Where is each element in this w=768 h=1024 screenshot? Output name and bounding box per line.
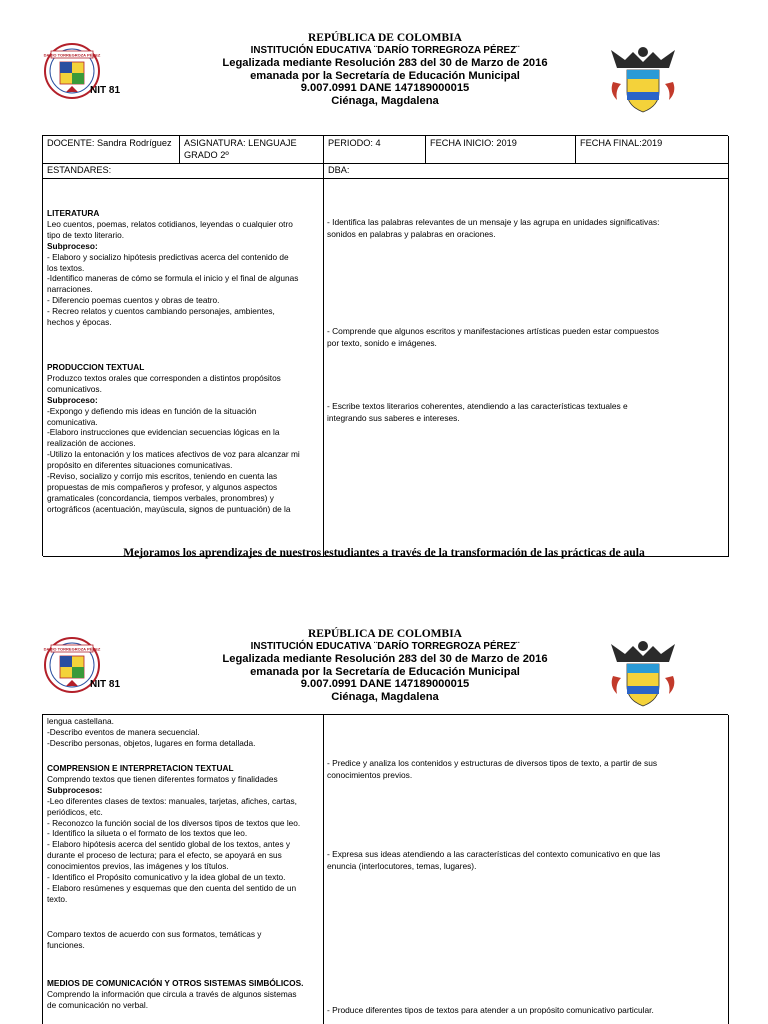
- standard-line: -Utilizo la entonación y los matices afectivos de voz para alcanzar mi: [47, 449, 300, 460]
- standard-line: - Recreo relatos y cuentos cambiando personajes, ambientes,: [47, 306, 275, 317]
- standard-line: -Expongo y defiendo mis ideas en función de la situación: [47, 405, 257, 416]
- country-title: REPÚBLICA DE COLOMBIA: [308, 628, 462, 640]
- school-motto: Mejoramos los aprendizajes de nuestros estudiantes a través de la transformación de las prácticas de aula: [123, 546, 645, 559]
- country-title: REPÚBLICA DE COLOMBIA: [308, 32, 462, 44]
- dba-item-5: [327, 848, 725, 872]
- legal-line-1: Legalizada mediante Resolución 283 del 30 de Marzo de 2016: [222, 57, 548, 70]
- continuation-section: [47, 716, 322, 749]
- city: Ciénaga, Magdalena: [331, 94, 439, 107]
- colombia-coat-of-arms-icon: [607, 36, 679, 116]
- nit-dane: 9.007.0991 DANE 147189000015: [300, 678, 470, 691]
- standard-line: - Elaboro hipótesis acerca del sentido global de los textos, antes y: [47, 839, 291, 850]
- standard-line: - Reconozco la función social de los diversos tipos de textos que leo.: [47, 817, 301, 828]
- dba-item-4: [327, 757, 725, 781]
- standard-line: Comprendo la información que circula a través de algunos sistemas: [47, 988, 297, 999]
- dba-line: - Produce diferentes tipos de textos para atender a un propósito comunicativo particular.: [327, 1005, 654, 1015]
- header-text: [180, 628, 590, 704]
- header-text: [180, 32, 590, 108]
- standard-line: propósito en diferentes situaciones comunicativas.: [47, 460, 233, 471]
- medios-section: [47, 978, 322, 1011]
- estandares-header: ESTANDARES:: [43, 164, 324, 179]
- subprocess-label: Subprocesos:: [47, 784, 103, 795]
- asignatura-cell: ASIGNATURA: LENGUAJE GRADO 2º: [180, 136, 324, 164]
- dba-line: enuncia (interlocutores, temas, lugares).: [327, 861, 477, 871]
- crest-banner-text: DARIO TORREGROZA PÉREZ: [43, 646, 101, 652]
- produccion-section: [47, 362, 322, 515]
- dba-line: - Predice y analiza los contenidos y estructuras de diversos tipos de texto, a partir de sus: [327, 758, 658, 768]
- nit-dane: 9.007.0991 DANE 147189000015: [300, 82, 470, 95]
- standard-line: durante el proceso de lectura; para el efecto, se apoyará en sus: [47, 850, 282, 861]
- institution-name: INSTITUCIÓN EDUCATIVA ¨DARÍO TORREGROZA PÉREZ¨: [250, 44, 520, 56]
- page-header: [0, 0, 768, 120]
- standard-line: ortográficos (acentuación, mayúscula, signos de puntuación) de la: [47, 503, 291, 514]
- dba-line: - Comprende que algunos escritos y manifestaciones artísticas pueden estar compuestos: [327, 326, 659, 336]
- standard-line: - Identifico la silueta o el formato de los textos que leo.: [47, 828, 248, 839]
- standard-line: -Elaboro instrucciones que evidencian secuencias lógicas en la: [47, 427, 280, 438]
- comparo-section: [47, 929, 322, 951]
- nit-label: NIT 81: [90, 85, 121, 96]
- standard-line: propuestas de mis compañeros y profesor, y algunos aspectos: [47, 481, 278, 492]
- literatura-section: [47, 208, 322, 328]
- standard-line: - Identifico el Propósito comunicativo y la idea global de un texto.: [47, 872, 286, 883]
- standard-line: -Reviso, socializo y corrijo mis escritos, teniendo en cuenta las: [47, 471, 278, 482]
- legal-line-2: emanada por la Secretaría de Educación Municipal: [250, 69, 520, 82]
- standard-line: comunicativa.: [47, 416, 98, 427]
- dba-item-3: [327, 400, 725, 424]
- standard-line: funciones.: [47, 939, 85, 950]
- standard-line: -Identifico maneras de cómo se formula el inicio y el final de algunas: [47, 273, 299, 284]
- standard-line: conocimientos previos, las imágenes y los títulos.: [47, 861, 229, 872]
- legal-line-1: Legalizada mediante Resolución 283 del 30 de Marzo de 2016: [222, 653, 548, 666]
- standard-line: -Leo diferentes clases de textos: manuales, tarjetas, afiches, cartas,: [47, 795, 297, 806]
- standard-line: texto.: [47, 893, 68, 904]
- standard-line: periódicos, etc.: [47, 806, 103, 817]
- standard-line: narraciones.: [47, 284, 93, 295]
- periodo-cell: PERIODO: 4: [324, 136, 426, 164]
- dba-line: - Expresa sus ideas atendiendo a las características del contexto comunicativo en que las: [327, 849, 661, 859]
- section-title: LITERATURA: [47, 208, 100, 218]
- institution-name: INSTITUCIÓN EDUCATIVA ¨DARÍO TORREGROZA PÉREZ¨: [250, 640, 520, 652]
- subprocess-label: Subproceso:: [47, 394, 98, 405]
- standard-line: gramaticales (concordancia, tiempos verbales, pronombres) y: [47, 492, 274, 503]
- crest-banner-text: DARIO TORREGROZA PÉREZ: [43, 52, 101, 58]
- standard-line: Comprendo textos que tienen diferentes formatos y finalidades: [47, 773, 278, 784]
- nit-label: NIT 81: [90, 679, 121, 690]
- standard-line: de comunicación no verbal.: [47, 999, 149, 1010]
- standard-line: lengua castellana.: [47, 716, 114, 726]
- dba-item-2: [327, 325, 725, 349]
- standard-line: los textos.: [47, 262, 85, 273]
- dba-line: - Identifica las palabras relevantes de un mensaje y las agrupa en unidades significativas:: [327, 217, 660, 227]
- standard-line: Comparo textos de acuerdo con sus formatos, temáticas y: [47, 929, 262, 939]
- dba-line: - Escribe textos literarios coherentes, atendiendo a las características textuales e: [327, 401, 628, 411]
- subprocess-label: Subproceso:: [47, 240, 98, 251]
- standard-line: - Elaboro resúmenes y esquemas que den cuenta del sentido de un: [47, 882, 297, 893]
- dba-line: integrando sus saberes e intereses.: [327, 413, 460, 423]
- dba-item-6: [327, 1004, 725, 1016]
- fecha-inicio-cell: FECHA INICIO: 2019: [426, 136, 576, 164]
- dba-line: sonidos en palabras y palabras en oraciones.: [327, 229, 496, 239]
- standard-line: -Describo personas, objetos, lugares en forma detallada.: [47, 737, 256, 748]
- section-title: PRODUCCION TEXTUAL: [47, 362, 145, 372]
- standard-line: realización de acciones.: [47, 438, 136, 449]
- dba-line: por texto, sonido e imágenes.: [327, 338, 437, 348]
- standard-line: - Elaboro y socializo hipótesis predictivas acerca del contenido de: [47, 251, 289, 262]
- dba-header: DBA:: [324, 164, 729, 179]
- standard-line: hechos y épocas.: [47, 317, 112, 328]
- document-page-2: [0, 600, 768, 1024]
- standard-line: -Describo eventos de manera secuencial.: [47, 726, 200, 737]
- colombia-coat-of-arms-icon: [607, 630, 679, 710]
- docente-cell: DOCENTE: Sandra Rodríguez: [43, 136, 180, 164]
- standard-line: comunicativos.: [47, 383, 102, 394]
- comprension-section: [47, 763, 322, 905]
- section-title: MEDIOS DE COMUNICACIÓN Y OTROS SISTEMAS SIMBÓLICOS.: [47, 978, 304, 988]
- standard-line: - Diferencio poemas cuentos y obras de teatro.: [47, 295, 220, 306]
- page-header: [0, 600, 768, 720]
- fecha-final-cell: FECHA FINAL:2019: [576, 136, 729, 164]
- legal-line-2: emanada por la Secretaría de Educación Municipal: [250, 665, 520, 678]
- standard-line: tipo de texto literario.: [47, 229, 125, 240]
- dba-line: conocimientos previos.: [327, 770, 413, 780]
- standard-line: Produzco textos orales que corresponden a distintos propósitos: [47, 372, 281, 383]
- dba-item-1: [327, 216, 725, 240]
- section-title: COMPRENSION E INTERPRETACION TEXTUAL: [47, 763, 234, 773]
- city: Ciénaga, Magdalena: [331, 690, 439, 703]
- standard-line: Leo cuentos, poemas, relatos cotidianos, leyendas o cualquier otro: [47, 218, 293, 229]
